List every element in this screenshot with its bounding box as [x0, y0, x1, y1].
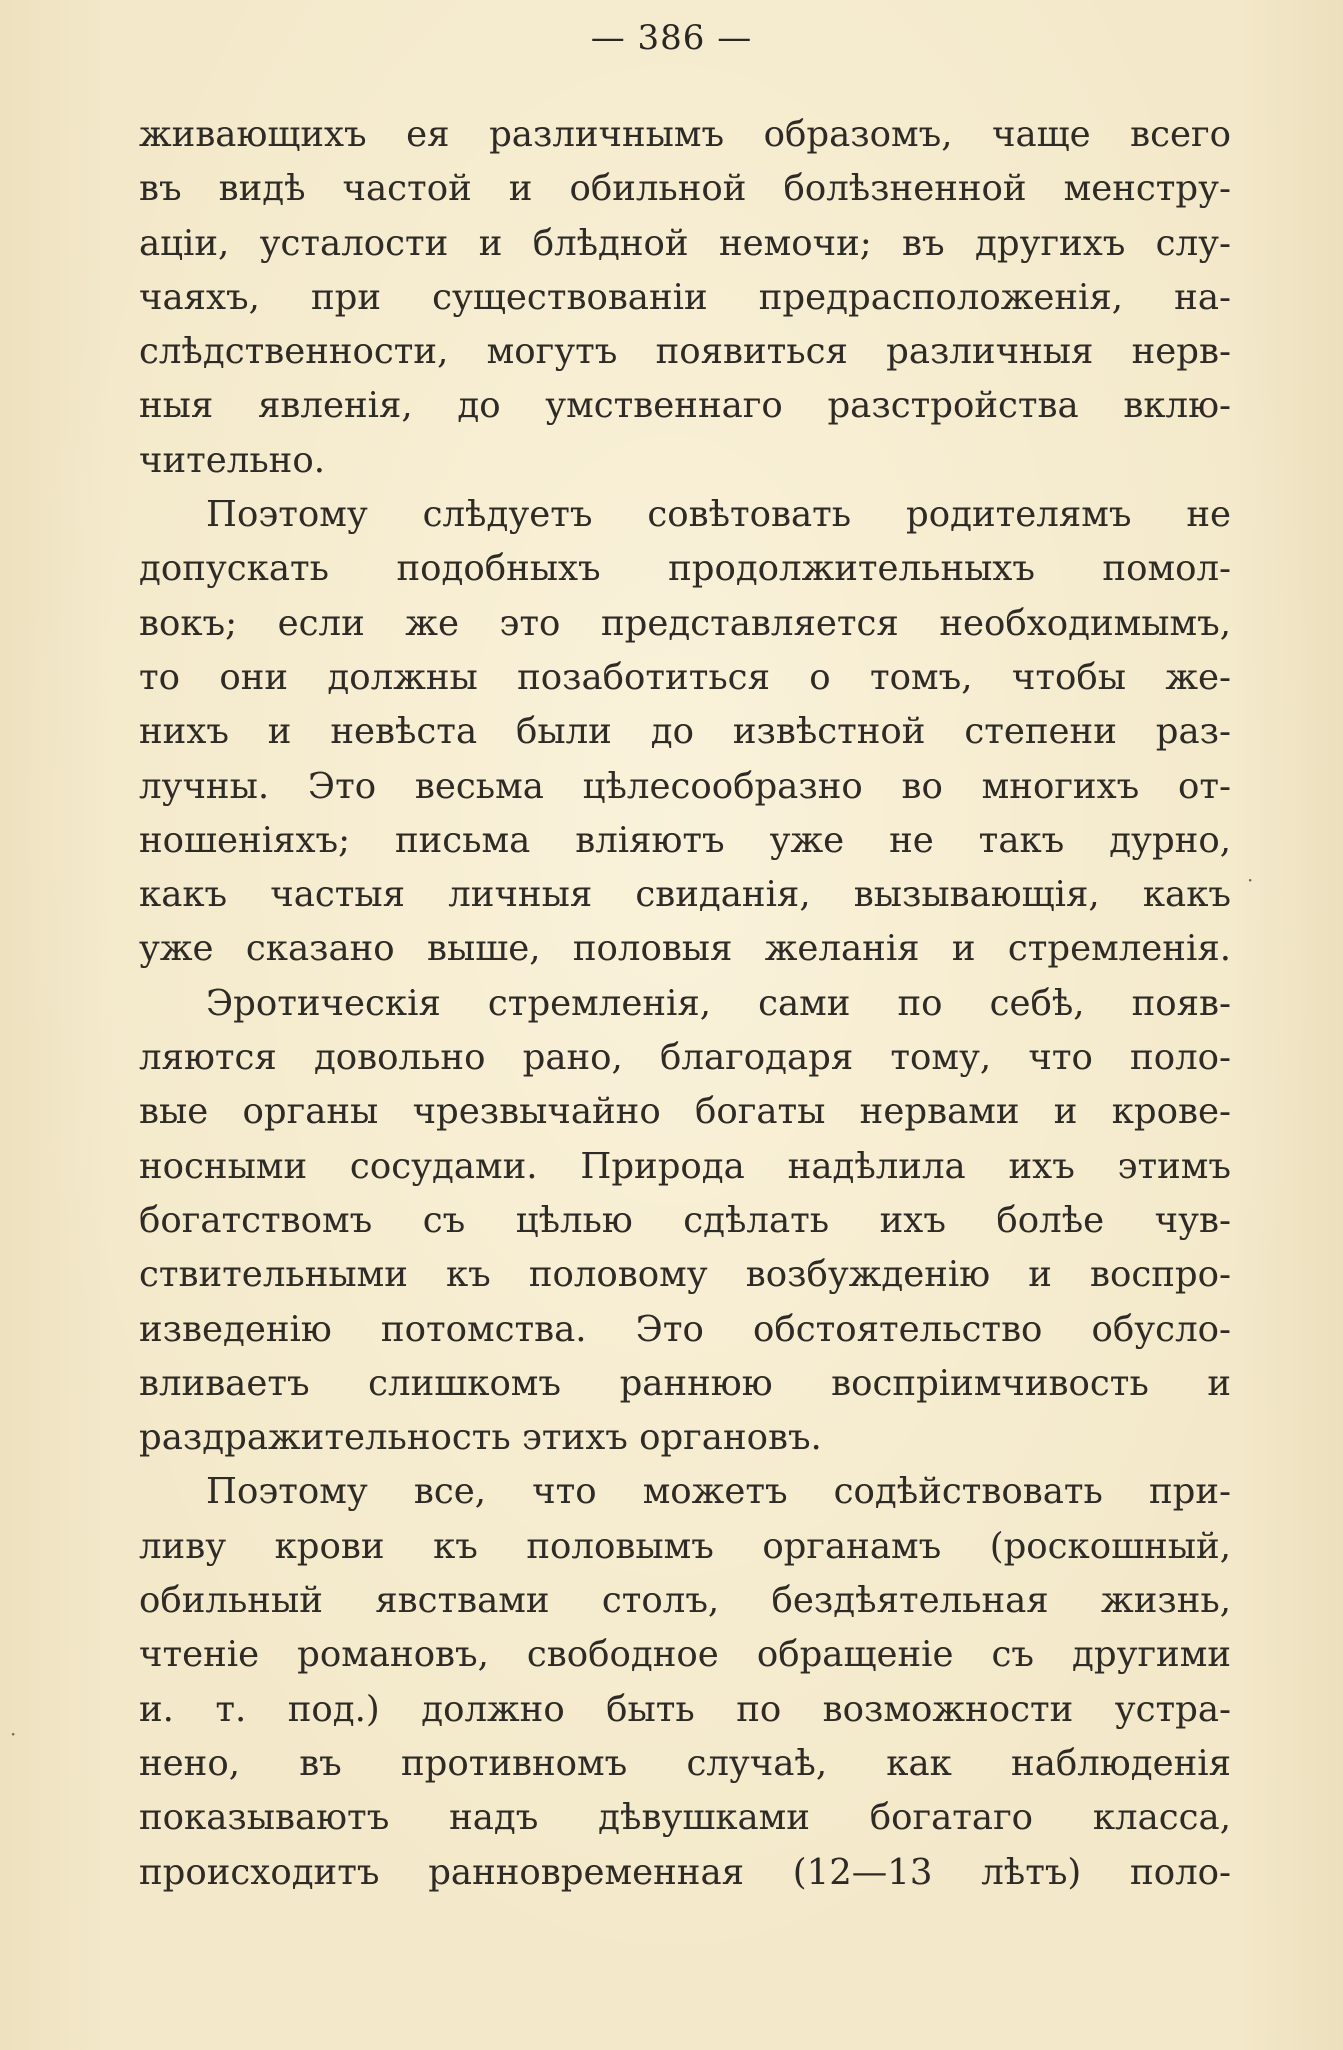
text-line: аціи, усталости и блѣдной немочи; въ другихъ слу-	[139, 222, 1231, 264]
text-line: и. т. под.) должно быть по возможности устра-	[139, 1688, 1231, 1730]
text-line: нихъ и невѣста были до извѣстной степени раз-	[139, 711, 1231, 753]
paragraph-1	[139, 108, 1231, 488]
text-line: живающихъ ея различнымъ образомъ, чаще всего	[139, 114, 1231, 155]
text-line: чительно.	[139, 439, 325, 481]
margin-speck: ·	[10, 1722, 17, 1746]
text-line: Эротическія стремленія, сами по себѣ, появ-	[206, 982, 1231, 1024]
text-line: ношеніяхъ; письма вліяютъ уже не такъ дурно,	[139, 819, 1231, 861]
text-line: слѣдственности, могутъ появиться различныя нерв-	[139, 331, 1231, 373]
text-line: допускать подобныхъ продолжительныхъ помол-	[139, 548, 1231, 590]
text-line: ствительными къ половому возбужденію и воспро-	[139, 1254, 1231, 1296]
text-line: какъ частыя личныя свиданія, вызывающія, какъ	[139, 874, 1231, 916]
body-text	[139, 108, 1231, 1900]
paragraph-2	[139, 488, 1231, 977]
text-line: Поэтому слѣдуетъ совѣтовать родителямъ не	[206, 494, 1231, 536]
text-line: уже сказано выше, половыя желанія и стремленія.	[139, 928, 1231, 970]
paragraph-4	[139, 1465, 1231, 1899]
text-line: ныя явленія, до умственнаго разстройства вклю-	[139, 385, 1231, 427]
text-line: носными сосудами. Природа надѣлила ихъ этимъ	[139, 1145, 1231, 1187]
text-line: происходитъ ранновременная (12—13 лѣтъ) поло-	[139, 1851, 1231, 1893]
text-line: нено, въ противномъ случаѣ, как наблюденія	[139, 1742, 1231, 1784]
page-number: — 386 —	[590, 18, 753, 58]
text-line: вые органы чрезвычайно богаты нервами и крове-	[139, 1091, 1231, 1133]
text-line: богатствомъ съ цѣлью сдѣлать ихъ болѣе чув-	[139, 1199, 1231, 1241]
margin-speck: ·	[1247, 868, 1254, 892]
text-line: ляются довольно рано, благодаря тому, что поло-	[139, 1037, 1231, 1079]
text-line: раздражительность этихъ органовъ.	[139, 1417, 822, 1459]
text-line: въ видѣ частой и обильной болѣзненной менстру-	[139, 168, 1231, 210]
text-line: вокъ; если же это представляется необходимымъ,	[139, 602, 1231, 644]
text-line: ливу крови къ половымъ органамъ (роскошный,	[139, 1525, 1231, 1567]
text-line: чаяхъ, при существованіи предрасположенія, на-	[139, 276, 1231, 318]
paragraph-3	[139, 977, 1231, 1466]
text-line: лучны. Это весьма цѣлесообразно во многихъ от-	[139, 765, 1231, 807]
text-line: вливаетъ слишкомъ раннюю воспріимчивость и	[139, 1362, 1231, 1404]
text-line: то они должны позаботиться о томъ, чтобы же-	[139, 656, 1231, 698]
text-line: чтеніе романовъ, свободное обращеніе съ другими	[139, 1634, 1231, 1676]
text-line: изведенію потомства. Это обстоятельство обусло-	[139, 1308, 1231, 1350]
text-line: обильный явствами столъ, бездѣятельная жизнь,	[139, 1580, 1231, 1622]
text-line: Поэтому все, что можетъ содѣйствовать при-	[206, 1471, 1231, 1513]
text-line: показываютъ надъ дѣвушками богатаго класса,	[139, 1797, 1231, 1839]
